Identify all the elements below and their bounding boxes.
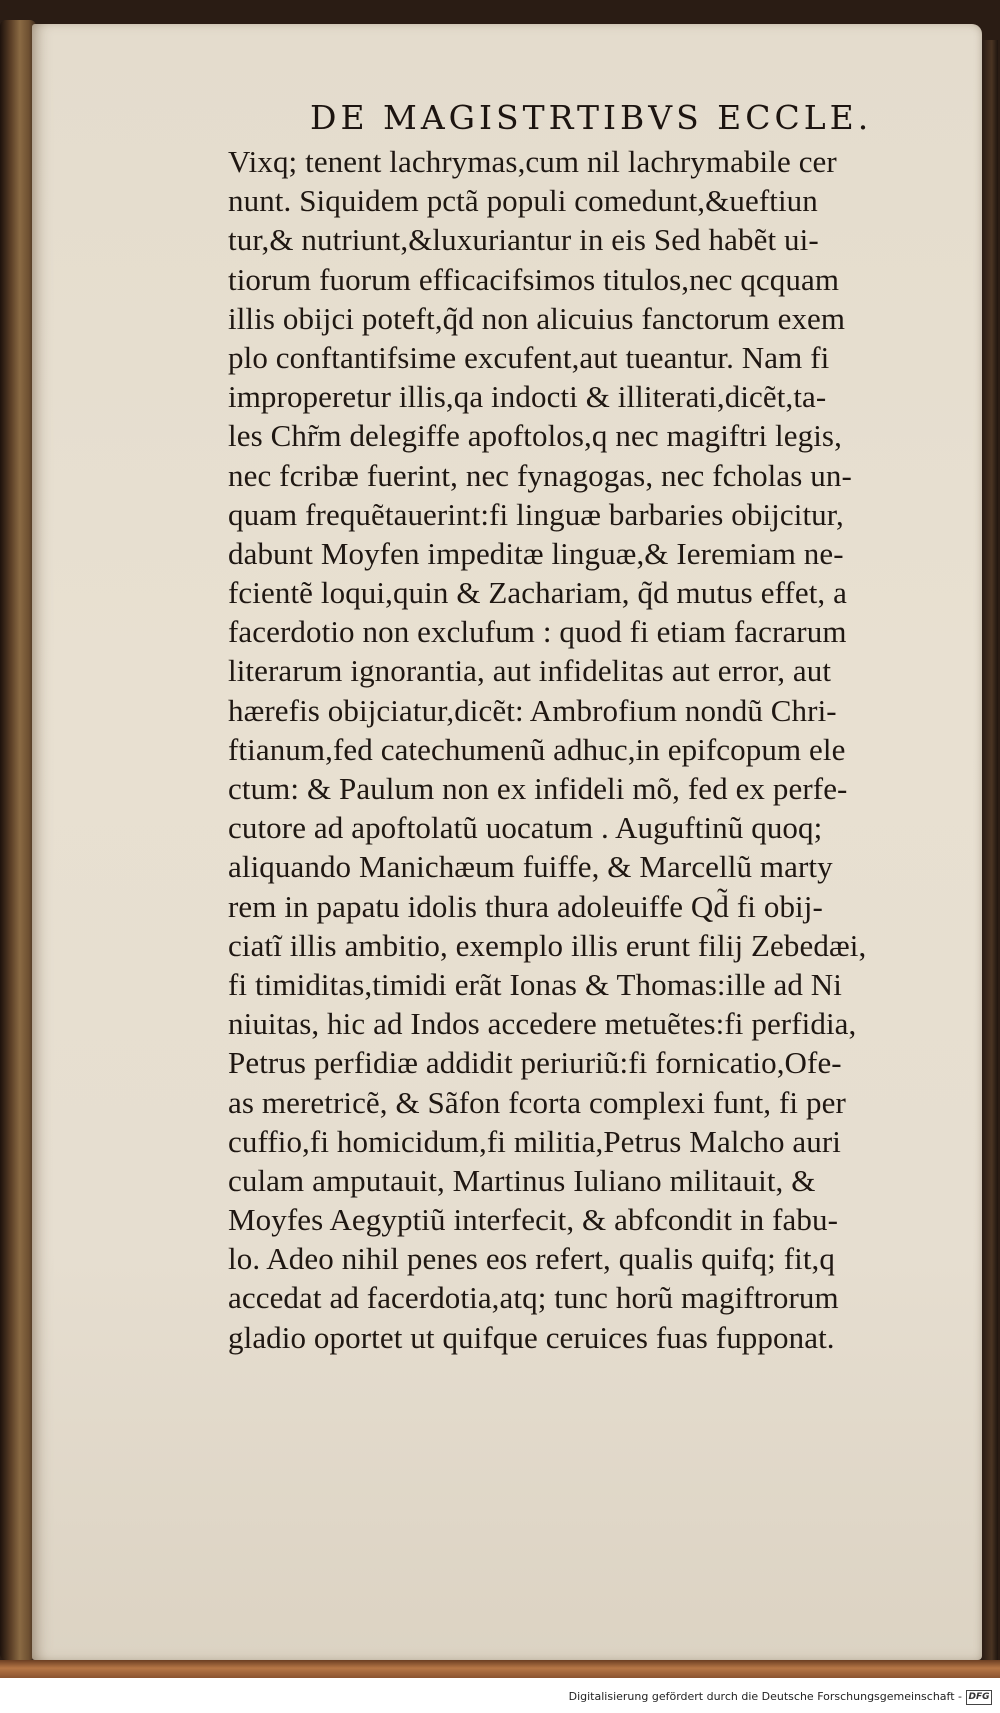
text-line: facerdotio non exclufum : quod fi etiam facrarum bbox=[228, 614, 847, 650]
text-line: aliquando Manichæum fuiffe, & Marcellũ marty bbox=[228, 849, 833, 885]
funding-credit: Digitalisierung gefördert durch die Deutsche Forschungsgemeinschaft - bbox=[568, 1690, 962, 1703]
text-line: lo. Adeo nihil penes eos refert, qualis quifq; fit,q bbox=[228, 1241, 835, 1277]
text-line: les Chr̃m delegiffe apoftolos,q nec magiftri legis, bbox=[228, 418, 842, 454]
text-line: ctum: & Paulum non ex infideli mõ, fed ex perfe- bbox=[228, 771, 848, 806]
text-line: Moyfes Aegyptiũ interfecit, & abfcondit in fabu- bbox=[228, 1202, 838, 1238]
running-header: DE MAGISTRTIBVS ECCLE. bbox=[310, 98, 873, 137]
text-line: nunt. Siquidem pctã populi comedunt,&ueftiun bbox=[228, 183, 818, 219]
text-line: accedat ad facerdotia,atq; tunc horũ magiftrorum bbox=[228, 1280, 839, 1316]
text-line: ciatĩ illis ambitio, exemplo illis erunt filij Zebedæi, bbox=[228, 927, 867, 963]
text-line: fcientẽ loqui,quin & Zachariam, q̃d mutus effet, a bbox=[228, 575, 847, 611]
dfg-logo: DFG bbox=[966, 1690, 992, 1705]
text-line: Vixq; tenent lachrymas,cum nil lachrymabile cer bbox=[228, 144, 837, 179]
text-line: hærefis obijciatur,dicẽt: Ambrofium nondũ Chri- bbox=[228, 692, 837, 728]
text-line: improperetur illis,qa indocti & illiterati,dicẽt,ta- bbox=[228, 379, 827, 415]
text-line: dabunt Moyfen impeditæ linguæ,& Ieremiam ne- bbox=[228, 535, 844, 571]
text-line: gladio oportet ut quifque ceruices fuas fupponat. bbox=[228, 1319, 835, 1355]
text-line: quam frequẽtauerint:fi linguæ barbaries obijcitur, bbox=[228, 496, 844, 532]
text-line: plo conftantifsime excufent,aut tueantur. Nam fi bbox=[228, 339, 830, 375]
text-line: culam amputauit, Martinus Iuliano militauit, & bbox=[228, 1162, 816, 1198]
text-line: cuffio,fi homicidum,fi militia,Petrus Malcho auri bbox=[228, 1123, 842, 1159]
text-line: illis obijci poteft,q̃d non alicuius fanctorum exem bbox=[228, 300, 846, 336]
text-line: rem in papatu idolis thura adoleuiffe Qd̃ fi obij- bbox=[228, 888, 823, 924]
book-spine bbox=[0, 20, 36, 1660]
text-line: tiorum fuorum efficacifsimos titulos,nec qcquam bbox=[228, 261, 840, 297]
text-line: nec fcribæ fuerint, nec fynagogas, nec fcholas un- bbox=[228, 457, 852, 493]
text-line: niuitas, hic ad Indos accedere metuẽtes:fi perfidia, bbox=[228, 1006, 857, 1042]
text-line: fi timiditas,timidi erãt Ionas & Thomas:ille ad Ni bbox=[228, 966, 842, 1002]
text-line: cutore ad apoftolatũ uocatum . Auguftinũ quoq; bbox=[228, 810, 823, 846]
body-text bbox=[228, 142, 988, 1357]
book-binding-edge bbox=[0, 1660, 1000, 1678]
text-line: as meretricẽ, & Sãfon fcorta complexi funt, fi per bbox=[228, 1084, 846, 1120]
text-line: Petrus perfidiæ addidit periuriũ:fi fornicatio,Ofe- bbox=[228, 1045, 842, 1081]
text-line: tur,& nutriunt,&luxuriantur in eis Sed habẽt ui- bbox=[228, 222, 819, 258]
text-line: literarum ignorantia, aut infidelitas aut error, aut bbox=[228, 653, 832, 689]
text-line: ftianum,fed catechumenũ adhuc,in epifcopum ele bbox=[228, 731, 846, 767]
